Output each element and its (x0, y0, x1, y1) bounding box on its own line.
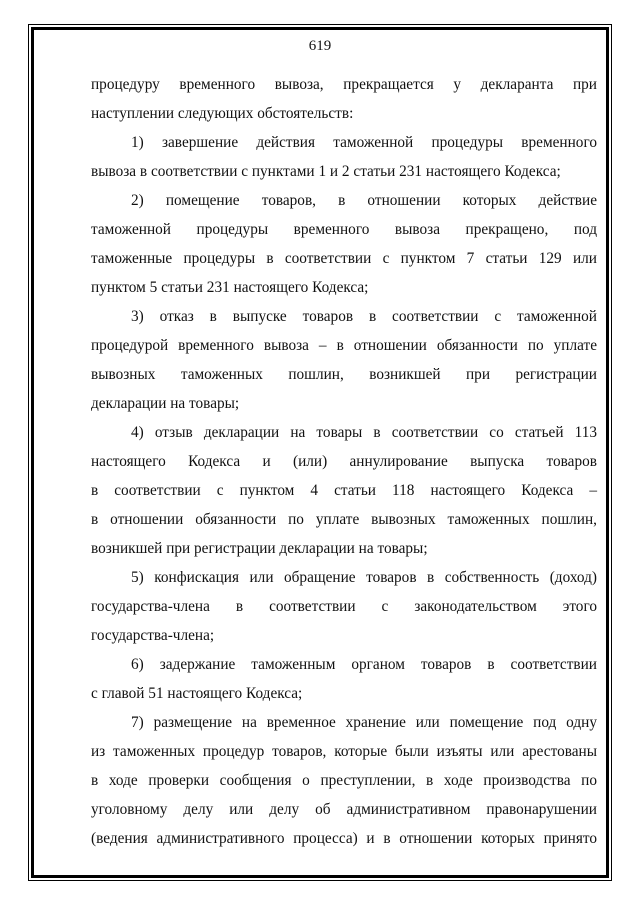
text-line: таможенные процедуры в соответствии с пунктом 7 статьи 129 или (91, 250, 597, 267)
text-line: 1) завершение действия таможенной процедуры временного (131, 134, 597, 151)
text-line: вывозных таможенных пошлин, возникшей при регистрации (91, 366, 597, 383)
text-line: в отношении обязанности по уплате вывозных таможенных пошлин, (91, 511, 597, 528)
text-line: вывоза в соответствии с пунктами 1 и 2 статьи 231 настоящего Кодекса; (91, 163, 561, 180)
text-line: наступлении следующих обстоятельств: (91, 105, 354, 122)
page-number: 619 (308, 38, 332, 54)
list-item-3 (91, 302, 597, 418)
text-line: таможенной процедуры временного вывоза прекращено, под (91, 221, 597, 238)
text-line: процедурой временного вывоза – в отношении обязанности по уплате (91, 337, 597, 354)
text-line: государства-члена; (91, 627, 215, 644)
list-item-1 (91, 128, 597, 186)
list-item-7 (91, 708, 597, 853)
list-item-5 (91, 563, 597, 650)
list-item-2 (91, 186, 597, 302)
text-line: 7) размещение на временное хранение или помещение под одну (131, 714, 597, 731)
intro-paragraph (91, 70, 597, 128)
text-line: государства-члена в соответствии с законодательством этого (91, 598, 597, 615)
text-line: декларации на товары; (91, 395, 240, 412)
text-line: из таможенных процедур товаров, которые были изъяты или арестованы (91, 743, 597, 760)
text-line: (ведения административного процесса) и в отношении которых принято (91, 830, 597, 847)
text-line: процедуру временного вывоза, прекращается у декларанта при (91, 76, 597, 93)
text-line: 4) отзыв декларации на товары в соответствии со статьей 113 (131, 424, 597, 441)
list-item-6 (91, 650, 597, 708)
text-line: 6) задержание таможенным органом товаров в соответствии (131, 656, 597, 673)
text-line: с главой 51 настоящего Кодекса; (91, 685, 303, 702)
text-line: уголовному делу или делу об административном правонарушении (91, 801, 597, 818)
text-line: в ходе проверки сообщения о преступлении, в ходе производства по (91, 772, 597, 789)
text-line: возникшей при регистрации декларации на товары; (91, 540, 428, 557)
document-body (91, 70, 597, 853)
text-line: 5) конфискация или обращение товаров в собственность (доход) (131, 569, 597, 586)
text-line: настоящего Кодекса и (или) аннулирование выпуска товаров (91, 453, 597, 470)
text-line: в соответствии с пунктом 4 статьи 118 настоящего Кодекса – (91, 482, 597, 499)
list-item-4 (91, 418, 597, 563)
text-line: 3) отказ в выпуске товаров в соответствии с таможенной (131, 308, 597, 325)
text-line: пунктом 5 статьи 231 настоящего Кодекса; (91, 279, 369, 296)
text-line: 2) помещение товаров, в отношении которых действие (131, 192, 597, 209)
